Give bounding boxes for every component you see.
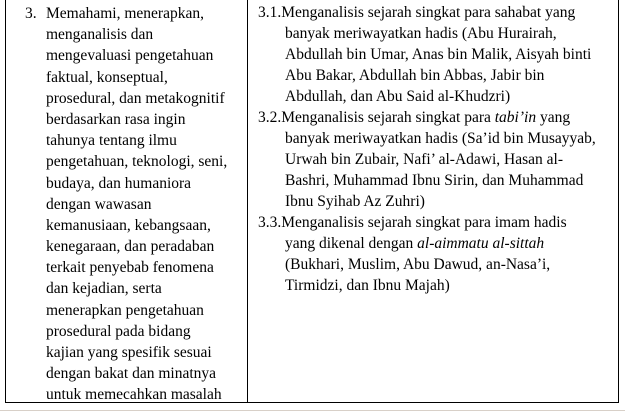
competency-number: 3. (25, 5, 37, 22)
indicator-line (258, 108, 618, 129)
indicator-text: 3.3.Menganalisis sejarah singkat para imam hadis (258, 214, 567, 231)
competency-line: untuk memecahkan masalah (46, 386, 222, 404)
indicator-text: banyak meriwayatkan hadis (Sa’id bin Musayyab, (285, 129, 596, 147)
indicator-line (258, 66, 618, 87)
indicator-text: Tirmidzi, dan Ibnu Majah) (285, 276, 450, 294)
indicator-line (258, 3, 618, 24)
indicator-text: yang (536, 109, 571, 126)
indicator-line (258, 129, 618, 150)
indicator-line (258, 255, 618, 276)
indicator-text: Abdullah bin Umar, Anas bin Malik, Aisyah binti (285, 45, 592, 63)
indicator-text: Ibnu Syihab Az Zuhri) (285, 192, 425, 210)
indicator-line (258, 192, 618, 213)
indicator-text: 3.2.Menganalisis sejarah singkat para (258, 109, 495, 126)
indicator-line (258, 234, 618, 255)
competency-line: prosedural pada bidang (46, 322, 191, 340)
competency-line: terkait penyebab fenomena (46, 259, 214, 277)
indicator-line (258, 45, 618, 66)
indicator-text: banyak meriwayatkan hadis (Abu Hurairah, (285, 24, 557, 42)
competency-table (5, 0, 619, 403)
competency-line: prosedural, dan metakognitif (46, 89, 225, 107)
competency-text (46, 3, 246, 406)
competency-line: berdasarkan rasa ingin (46, 110, 186, 128)
indicator-text: Abdullah, dan Abu Said al-Khudzri) (285, 87, 511, 105)
indicator-cell (248, 0, 618, 403)
competency-line: menganalisis dan (46, 26, 154, 44)
competency-line: dengan wawasan (46, 195, 152, 213)
indicator-line (258, 171, 618, 192)
indicator-line (258, 87, 618, 108)
competency-line: tahunya tentang ilmu (46, 132, 177, 150)
competency-line: kenegaraan, dan peradaban (46, 238, 215, 256)
indicator-term: al-aimmatu al-sittah (417, 234, 545, 252)
competency-cell (6, 0, 247, 403)
page-bottom-rule (0, 410, 625, 411)
competency-line: pengetahuan, teknologi, seni, (46, 153, 228, 171)
indicator-item (258, 213, 618, 297)
indicator-line (258, 276, 618, 297)
indicator-line (258, 150, 618, 171)
competency-line: budaya, dan humaniora (46, 174, 192, 192)
competency-line: kajian yang spesifik sesuai (46, 344, 212, 361)
indicator-text: 3.1.Menganalisis sejarah singkat para sahabat yang (258, 4, 576, 21)
indicator-text: yang dikenal dengan (285, 234, 418, 252)
competency-line: dengan bakat dan minatnya (46, 365, 217, 383)
indicator-text: Urwah bin Zubair, Nafi’ al-Adawi, Hasan al- (285, 150, 563, 168)
indicator-item (258, 3, 618, 107)
competency-line: mengevaluasi pengetahuan (46, 47, 214, 65)
indicator-line (258, 213, 618, 234)
indicator-text: (Bukhari, Muslim, Abu Dawud, an-Nasa’i, (285, 255, 551, 273)
indicator-text: Abu Bakar, Abdullah bin Abbas, Jabir bin (285, 66, 545, 84)
indicator-term: tabi’in (494, 109, 537, 126)
competency-line: Memahami, menerapkan, (46, 5, 204, 22)
indicator-text: Bashri, Muhammad Ibnu Sirin, dan Muhammad (285, 171, 584, 189)
indicator-line (258, 24, 618, 45)
competency-line: dan kejadian, serta (46, 280, 162, 298)
competency-line: faktual, konseptual, (46, 68, 168, 86)
competency-line: kemanusiaan, kebangsaan, (46, 216, 211, 234)
indicator-item (258, 108, 618, 212)
competency-line: menerapkan pengetahuan (46, 301, 204, 319)
